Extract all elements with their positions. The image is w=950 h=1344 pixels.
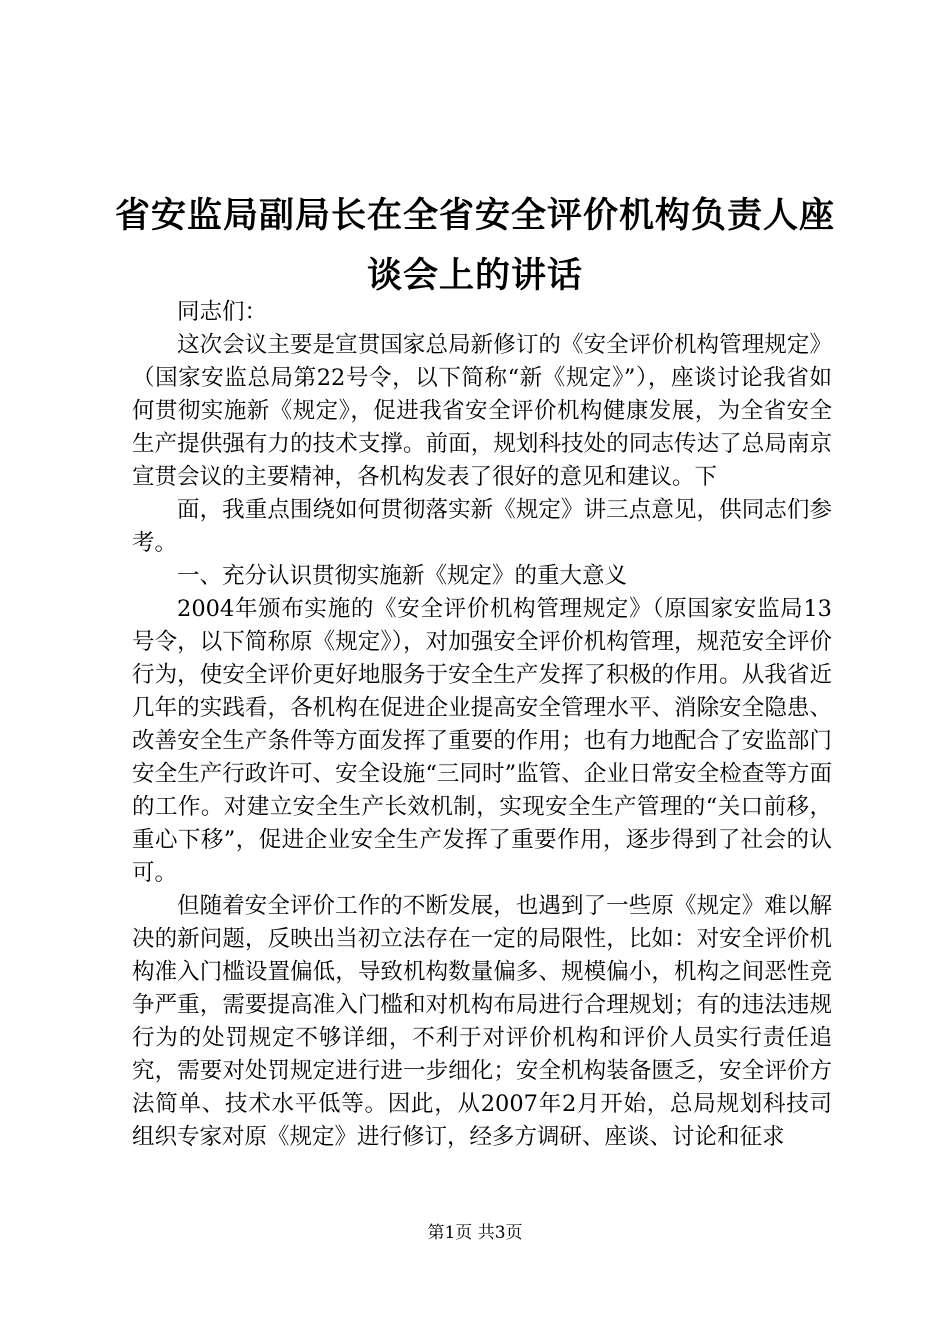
salutation: 同志们：	[177, 299, 268, 325]
document-title-line-1: 省安监局副局长在全省安全评价机构负责人座	[114, 195, 835, 236]
body-paragraph: 面，我重点围绕如何贯彻落实新《规定》讲三点意见，供同志们参考。	[132, 497, 832, 556]
section-heading: 一、充分认识贯彻实施新《规定》的重大意义	[177, 563, 628, 589]
document-title-line-2: 谈会上的讲话	[366, 255, 583, 296]
body-paragraph: 但随着安全评价工作的不断发展，也遇到了一些原《规定》难以解决的新问题，反映出当初立法存在一定的局限性，比如：对安全评价机构准入门槛设置偏低，导致机构数量偏多、规模偏小，机构之间恶性竞争严重，需要提高准入门槛和对机构布局进行合理规划；有的违法违规行为的处罚规定不够详细，不利于对评价机构和评价人员实行责任追究，需要对处罚规定进行进一步细化；安全机构装备匮乏，安全评价方法简单、技术水平低等。因此，从2007年2月开始，总局规划科技司组织专家对原《规定》进行修订，经多方调研、座谈、讨论和征求	[132, 893, 832, 1150]
page-footer: 第1页 共3页	[427, 1223, 523, 1243]
document-body	[132, 296, 832, 1154]
body-paragraph: 2004年颁布实施的《安全评价机构管理规定》（原国家安监局13号令，以下简称原《规定》），对加强安全评价机构管理，规范安全评价行为，使安全评价更好地服务于安全生产发挥了积极的作用。从我省近几年的实践看，各机构在促进企业提高安全管理水平、消除安全隐患、改善安全生产条件等方面发挥了重要的作用；也有力地配合了安监部门安全生产行政许可、安全设施“三同时”监管、企业日常安全检查等方面的工作。对建立安全生产长效机制，实现安全生产管理的“关口前移，重心下移”，促进企业安全生产发挥了重要作用，逐步得到了社会的认可。	[132, 596, 832, 886]
body-paragraph: 这次会议主要是宣贯国家总局新修订的《安全评价机构管理规定》（国家安监总局第22号令，以下简称“新《规定》”），座谈讨论我省如何贯彻实施新《规定》，促进我省安全评价机构健康发展，为全省安全生产提供强有力的技术支撑。前面，规划科技处的同志传达了总局南京宣贯会议的主要精神，各机构发表了很好的意见和建议。下	[132, 332, 832, 490]
